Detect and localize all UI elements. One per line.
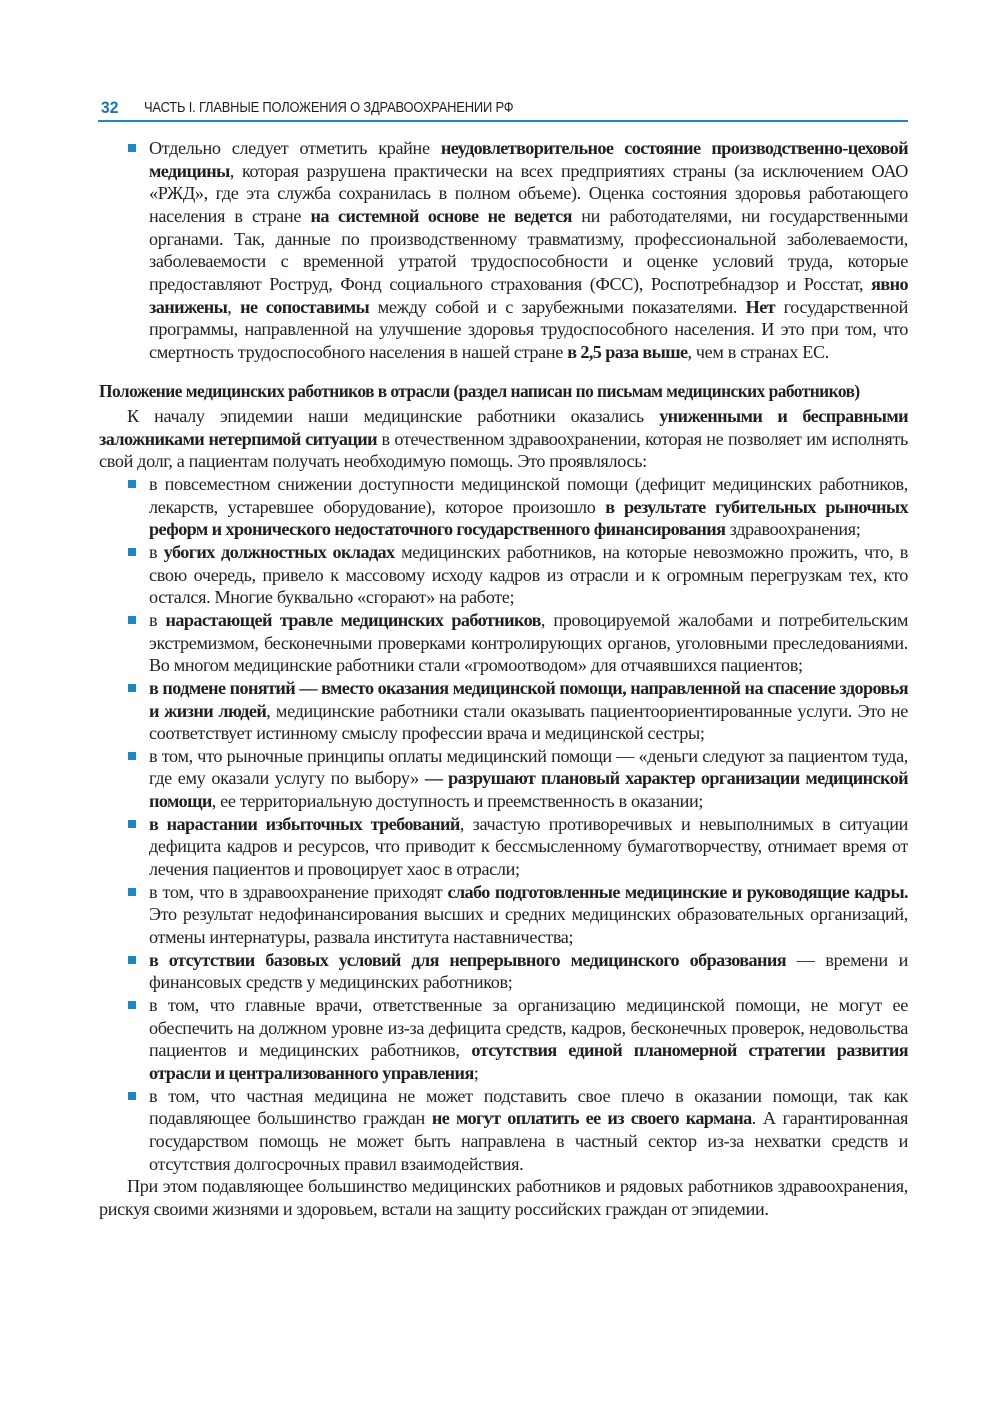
text-run: , провоцируемой жалобами и потребительским экстремизмом, бесконечными проверками контролирующих органов, уголовными преследованиями. Во многом медицинские работники стали «громоотводом» для отчаявшихся пациентов; — [149, 609, 908, 676]
text-run: , чем в странах ЕС. — [687, 341, 829, 362]
text-run: в отечественном здравоохранении, которая не позволяет им исполнять свой долг, а пациентам получать необходимую помощь. Это проявлялось: — [99, 428, 908, 472]
list-item — [127, 1085, 908, 1176]
text-run: . А гарантированная государством помощь не может быть направлена в частный сектор из-за нехватки средств и отсутствия долгосрочных правил взаимодействия. — [149, 1108, 908, 1174]
text-run: в том, что частная медицина не может подставить свое плечо в оказании помощи, так как подавляющее большинство граждан — [149, 1085, 908, 1129]
emphasis: отсутствия единой планомерной стратегии развития отрасли и централизованного управления — [149, 1040, 908, 1083]
page-header — [98, 98, 908, 122]
emphasis: в подмене понятий — вместо оказания медицинской помощи, направленной на спасение здоровья и жизни людей — [149, 677, 908, 721]
text-run: в том, что в здравоохранение приходят — [149, 881, 448, 902]
section-heading: Положение медицинских работников в отрасли (раздел написан по письмам медицинских работников) — [99, 380, 860, 401]
emphasis: в отсутствии базовых условий для непрерывного медицинского образования — [149, 949, 786, 970]
text-run: , — [227, 296, 241, 317]
emphasis: в нарастании избыточных требований — [149, 813, 460, 834]
text-run: государственной программы, направленной на улучшение здоровья трудоспособного населения. И это при том, что смертность трудоспособного населения в нашей стране — [149, 296, 908, 362]
emphasis: убогих должностных окладах — [163, 541, 395, 562]
list-item — [127, 745, 908, 813]
emphasis: на системной основе не ведется — [310, 205, 572, 226]
text-run: — времени и финансовых средств у медицинских работников; — [149, 949, 908, 993]
list-item — [127, 813, 908, 881]
text-run: Это результат недофинансирования высших и средних медицинских образовательных организаций, отмены интернатуры, развала института наставничества; — [149, 904, 908, 948]
text-run: между собой и с зарубежными показателями. — [369, 296, 746, 317]
list-item — [127, 994, 908, 1085]
emphasis: явно занижены — [149, 273, 908, 317]
list-item — [127, 609, 908, 677]
text-run: ни работодателями, ни государственными органами. Так, данные по производственному травматизму, профессиональной заболеваемости, заболеваемости с временной утратой трудоспособности и оценке условий труда, которые предоставляют Роструд, Фонд социального страхования (ФСС), Роспотребнадзор и Росстат, — [149, 205, 909, 294]
text-run: в — [149, 541, 164, 562]
text-run: К началу эпидемии наши медицинские работники оказались — [127, 405, 660, 426]
emphasis: в 2,5 раза выше — [567, 341, 688, 362]
text-run: ; — [473, 1063, 479, 1083]
text-run: , которая разрушена практически на всех предприятиях страны (за исключением ОАО «РЖД», где эта служба сохранилась в полном объеме). Оценка состояния здоровья работающего населения в стране — [149, 160, 908, 226]
text-run: в том, что главные врачи, ответственные за организацию медицинской помощи, не могут ее обеспечить на должном уровне из-за дефицита средств, кадров, бесконечных проверок, недовольства пациентов и медицинских работников, — [149, 995, 908, 1061]
list-item — [127, 949, 908, 994]
intro-bullet — [127, 137, 908, 364]
emphasis: нарастающей травле медицинских работников — [165, 609, 541, 630]
emphasis: — разрушают плановый характер организации медицинской помощи — [149, 768, 908, 812]
text-run: , медицинские работники стали оказывать пациентоориентированные услуги. Это не соответствует истинному смыслу профессии врача и медицинской сестры; — [149, 700, 908, 744]
text-run: в повсеместном снижении доступности медицинской помощи (дефицит медицинских работников, лекарств, устаревшее оборудование), которое произошло — [149, 473, 908, 517]
section-intro-paragraph — [99, 405, 908, 473]
emphasis: слабо подготовленные медицинские и руководящие кадры. — [447, 881, 908, 902]
text-run: , ее территориальную доступность и преемственность в оказании; — [211, 791, 704, 812]
closing-paragraph: При этом подавляющее большинство медицинских работников и рядовых работников здравоохранения, рискуя своими жизнями и здоровьем, встали на защиту российских граждан от эпидемии. — [99, 1176, 908, 1219]
list-item — [127, 881, 908, 949]
emphasis: не могут оплатить ее из своего кармана — [431, 1108, 752, 1129]
text-run: в том, что рыночные принципы оплаты медицинский помощи — «деньги следуют за пациентом туда, где ему оказали услугу по выбору» — [149, 745, 908, 789]
emphasis: в результате губительных рыночных реформ и хронического недостаточного государственного финансирования — [149, 496, 908, 540]
text-run: медицинских работников, на которые невозможно прожить, что, в свою очередь, привело к массовому исходу кадров из отрасли и к огромным перегрузкам тех, кто остался. Многие буквально «сгорают» на работе; — [149, 541, 909, 608]
list-item — [127, 473, 908, 541]
running-head: ЧАСТЬ I. ГЛАВНЫЕ ПОЛОЖЕНИЯ О ЗДРАВООХРАНЕНИИ РФ — [144, 99, 514, 116]
text-run: здравоохранения; — [725, 519, 861, 540]
list-item — [127, 677, 908, 745]
emphasis: не сопоставимы — [240, 296, 370, 317]
emphasis: неудовлетворительное состояние производственно-цеховой медицины — [149, 138, 908, 181]
page-number: 32 — [101, 98, 119, 117]
page-body — [99, 137, 909, 1221]
list-item — [127, 541, 908, 609]
text-run: , зачастую противоречивых и невыполнимых в ситуации дефицита кадров и ресурсов, что приводит к бессмысленному бумаготворчеству, отнимает время от лечения пациентов и провоцирует хаос в отрасли; — [149, 813, 908, 880]
emphasis: Нет — [745, 296, 776, 317]
text-run: в — [149, 609, 166, 630]
text-run: Отдельно следует отметить крайне — [149, 138, 441, 158]
emphasis: униженными и бесправными заложниками нетерпимой ситуации — [99, 405, 908, 449]
